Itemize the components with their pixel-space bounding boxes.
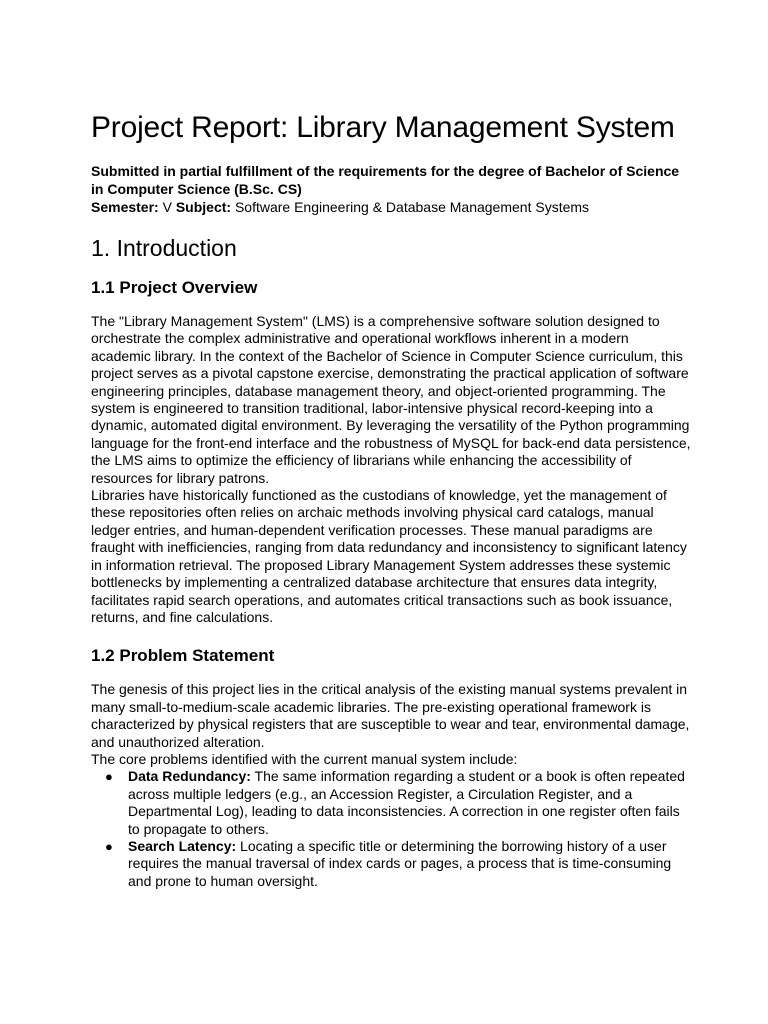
semester-label: Semester: bbox=[91, 199, 159, 215]
overview-paragraph-2: Libraries have historically functioned as the custodians of knowledge, yet the management of these repositories often relies on archaic methods involving physical card catalogs, manual ledger entries, and human-dependent verification processes. These manual paradigms are fraught with inefficiencies, ranging from data redundancy and inconsistency to significant latency in information retrieval. The proposed Library Management System addresses these systemic bottlenecks by implementing a centralized database architecture that ensures data integrity, facilitates rapid search operations, and automates critical transactions such as book issuance, returns, and fine calculations. bbox=[91, 487, 687, 625]
problem-paragraph-1: The genesis of this project lies in the critical analysis of the existing manual systems prevalent in many small-to-medium-scale academic libraries. The pre-existing operational framework is characterized by physical registers that are susceptible to wear and tear, environmental damage, and unauthorized alteration. bbox=[91, 681, 690, 750]
course-meta bbox=[91, 198, 691, 216]
list-item bbox=[91, 838, 691, 890]
subject-value: Software Engineering & Database Management Systems bbox=[234, 199, 590, 215]
section-heading-introduction: 1. Introduction bbox=[91, 235, 237, 261]
list-item-text: The same information regarding a student or a book is often repeated across multiple ledgers (e.g., an Accession Register, a Circulation Register, and a Departmental Log), leading to data inconsistencies. A correction in one register often fails to propagate to others. bbox=[128, 768, 685, 837]
list-item bbox=[91, 768, 691, 838]
subsection-heading-project-overview: 1.1 Project Overview bbox=[91, 278, 258, 297]
problem-list bbox=[91, 768, 691, 890]
subsection-heading-problem-statement: 1.2 Problem Statement bbox=[91, 646, 275, 666]
list-item-term: Search Latency: bbox=[128, 837, 237, 854]
report-title: Project Report: Library Management System bbox=[91, 111, 675, 144]
bullet-icon: ● bbox=[105, 769, 113, 785]
bullet-icon: ● bbox=[105, 838, 113, 854]
subject-label: Subject: bbox=[175, 199, 232, 215]
semester-value: V bbox=[162, 199, 172, 215]
overview-paragraph-1: The "Library Management System" (LMS) is a comprehensive software solution designed to orchestrate the complex administrative and operational workflows inherent in a modern academic library. In the context of the Bachelor of Science in Computer Science curriculum, this project serves as a pivotal capstone exercise, demonstrating the practical application of software engineering principles, database management theory, and object-oriented programming. The system is engineered to transition traditional, labor-intensive physical record-keeping into a dynamic, automated digital environment. By leveraging the versatility of the Python programming language for the front-end interface and the robustness of MySQL for back-end data persistence, the LMS aims to optimize the efficiency of librarians while enhancing the accessibility of resources for library patrons. bbox=[91, 313, 691, 486]
report-subtitle: Submitted in partial fulfillment of the requirements for the degree of Bachelor of Science in Computer Science (B.Sc. CS) bbox=[91, 163, 680, 197]
problem-paragraph-2: The core problems identified with the current manual system include: bbox=[91, 750, 518, 767]
list-item-term: Data Redundancy: bbox=[128, 768, 251, 785]
document-body bbox=[91, 110, 691, 890]
list-item-text: Locating a specific title or determining the borrowing history of a user requires the manual traversal of index cards or pages, a process that is time-consuming and prone to human oversight. bbox=[128, 837, 672, 889]
